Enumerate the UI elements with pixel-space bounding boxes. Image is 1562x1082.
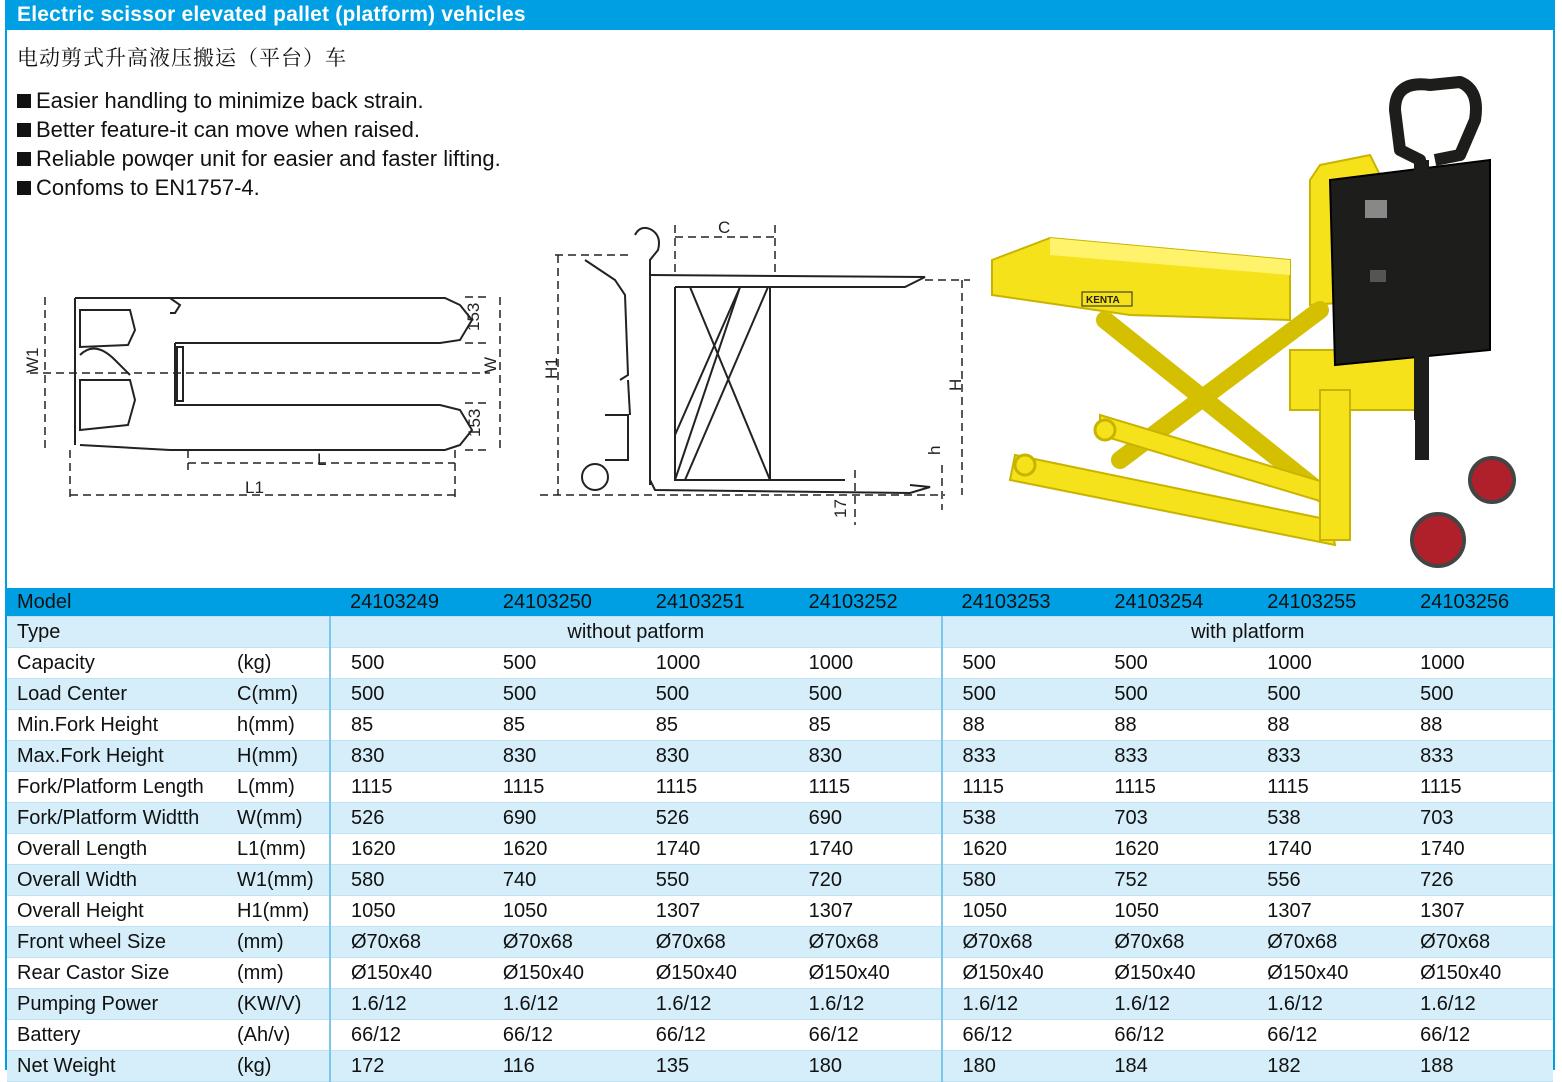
table-row xyxy=(7,617,1553,648)
row-unit: L(mm) xyxy=(237,772,330,803)
table-cell: 188 xyxy=(1400,1051,1553,1082)
table-row xyxy=(7,710,1553,741)
table-cell: 1.6/12 xyxy=(1400,989,1553,1020)
table-cell: 720 xyxy=(789,865,942,896)
table-cell: 184 xyxy=(1094,1051,1247,1082)
table-cell: 830 xyxy=(789,741,942,772)
table-row xyxy=(7,1020,1553,1051)
table-cell: 1307 xyxy=(789,896,942,927)
table-cell: 1.6/12 xyxy=(1094,989,1247,1020)
table-cell: Ø150x40 xyxy=(636,958,789,989)
header-bar xyxy=(5,0,1555,30)
table-cell: 703 xyxy=(1094,803,1247,834)
feature-list xyxy=(17,86,501,202)
table-cell: 1115 xyxy=(942,772,1095,803)
row-label: Overall Length xyxy=(7,834,237,865)
table-cell: 1115 xyxy=(1400,772,1553,803)
table-cell: 538 xyxy=(1247,803,1400,834)
row-unit: (Ah/v) xyxy=(237,1020,330,1051)
table-cell: 1620 xyxy=(942,834,1095,865)
table-cell: 88 xyxy=(1094,710,1247,741)
product-illustration xyxy=(990,60,1550,575)
feature-item: Easier handling to minimize back strain. xyxy=(17,86,501,115)
row-label: Max.Fork Height xyxy=(7,741,237,772)
table-cell: 1.6/12 xyxy=(1247,989,1400,1020)
table-cell: 1620 xyxy=(330,834,483,865)
table-row xyxy=(7,803,1553,834)
table-cell: 500 xyxy=(1400,679,1553,710)
row-unit: H(mm) xyxy=(237,741,330,772)
row-unit: h(mm) xyxy=(237,710,330,741)
table-cell: 526 xyxy=(330,803,483,834)
row-label: Capacity xyxy=(7,648,237,679)
table-cell: 135 xyxy=(636,1051,789,1082)
table-cell: 66/12 xyxy=(1247,1020,1400,1051)
table-cell: Ø150x40 xyxy=(942,958,1095,989)
table-row xyxy=(7,958,1553,989)
table-cell: 830 xyxy=(483,741,636,772)
row-unit: (KW/V) xyxy=(237,989,330,1020)
row-unit: C(mm) xyxy=(237,679,330,710)
table-cell: 1740 xyxy=(789,834,942,865)
table-cell: 500 xyxy=(1247,679,1400,710)
table-cell: 66/12 xyxy=(636,1020,789,1051)
table-cell: 85 xyxy=(789,710,942,741)
table-row xyxy=(7,927,1553,958)
label-153-top: 153 xyxy=(464,302,483,331)
table-cell: 1050 xyxy=(1094,896,1247,927)
table-cell: Ø70x68 xyxy=(942,927,1095,958)
table-cell: 66/12 xyxy=(483,1020,636,1051)
table-cell: 500 xyxy=(942,679,1095,710)
table-cell: 833 xyxy=(1247,741,1400,772)
table-cell: 1000 xyxy=(789,648,942,679)
table-cell: Ø70x68 xyxy=(1094,927,1247,958)
square-bullet-icon xyxy=(17,181,31,195)
table-row xyxy=(7,679,1553,710)
square-bullet-icon xyxy=(17,94,31,108)
table-cell: 88 xyxy=(942,710,1095,741)
table-cell: 66/12 xyxy=(942,1020,1095,1051)
table-cell: 1000 xyxy=(1400,648,1553,679)
table-cell: 172 xyxy=(330,1051,483,1082)
table-cell: 1.6/12 xyxy=(636,989,789,1020)
table-cell: 88 xyxy=(1400,710,1553,741)
row-label: Rear Castor Size xyxy=(7,958,237,989)
table-cell: 1050 xyxy=(483,896,636,927)
row-label: Overall Width xyxy=(7,865,237,896)
table-cell: Ø70x68 xyxy=(636,927,789,958)
table-cell: Ø70x68 xyxy=(1400,927,1553,958)
table-cell: 550 xyxy=(636,865,789,896)
row-label: Pumping Power xyxy=(7,989,237,1020)
table-cell: 500 xyxy=(636,679,789,710)
table-cell: Ø150x40 xyxy=(330,958,483,989)
table-cell: 1115 xyxy=(789,772,942,803)
row-unit: (mm) xyxy=(237,927,330,958)
table-cell: 1050 xyxy=(330,896,483,927)
row-label: Front wheel Size xyxy=(7,927,237,958)
table-cell: 1740 xyxy=(1400,834,1553,865)
table-cell: 1115 xyxy=(636,772,789,803)
feature-item: Reliable powqer unit for easier and faster lifting. xyxy=(17,144,501,173)
table-cell: Ø150x40 xyxy=(789,958,942,989)
label-l1: L1 xyxy=(245,478,264,497)
table-cell: 500 xyxy=(483,679,636,710)
table-cell: 1050 xyxy=(942,896,1095,927)
row-label: Type xyxy=(7,617,237,648)
table-row xyxy=(7,896,1553,927)
table-cell: 116 xyxy=(483,1051,636,1082)
brand-logo: KENTA xyxy=(1086,295,1120,306)
table-cell: 500 xyxy=(942,648,1095,679)
table-cell: 526 xyxy=(636,803,789,834)
table-cell: 726 xyxy=(1400,865,1553,896)
table-cell: 1.6/12 xyxy=(330,989,483,1020)
table-cell: 500 xyxy=(1094,679,1247,710)
label-c: C xyxy=(718,218,731,237)
table-cell: Ø150x40 xyxy=(1247,958,1400,989)
table-cell: 830 xyxy=(330,741,483,772)
table-cell: Ø70x68 xyxy=(483,927,636,958)
table-row xyxy=(7,648,1553,679)
table-cell: 1.6/12 xyxy=(483,989,636,1020)
table-cell: 66/12 xyxy=(789,1020,942,1051)
table-cell: 752 xyxy=(1094,865,1247,896)
label-153-bottom: 153 xyxy=(465,408,484,437)
label-h-small: h xyxy=(925,445,944,455)
row-label: Fork/Platform Length xyxy=(7,772,237,803)
table-row xyxy=(7,865,1553,896)
table-cell: 1.6/12 xyxy=(789,989,942,1020)
label-w1: W1 xyxy=(23,347,42,373)
table-cell: 703 xyxy=(1400,803,1553,834)
feature-item: Better feature-it can move when raised. xyxy=(17,115,501,144)
table-cell: 500 xyxy=(483,648,636,679)
table-cell: 1115 xyxy=(1094,772,1247,803)
table-row: Model 24103249 24103250 24103251 24103252 24103253 24103254 24103255 24103256 xyxy=(7,588,1553,617)
table-cell: 1307 xyxy=(636,896,789,927)
table-cell: 182 xyxy=(1247,1051,1400,1082)
table-row xyxy=(7,1051,1553,1082)
table-row xyxy=(7,741,1553,772)
table-cell: 500 xyxy=(789,679,942,710)
table-cell: 1115 xyxy=(483,772,636,803)
table-cell: 833 xyxy=(942,741,1095,772)
table-row xyxy=(7,989,1553,1020)
row-unit: W1(mm) xyxy=(237,865,330,896)
row-label: Min.Fork Height xyxy=(7,710,237,741)
label-17: 17 xyxy=(831,499,850,518)
table-cell: 1115 xyxy=(1247,772,1400,803)
table-cell: 740 xyxy=(483,865,636,896)
row-unit: (kg) xyxy=(237,648,330,679)
table-cell: 1740 xyxy=(1247,834,1400,865)
top-view-drawing xyxy=(20,285,510,515)
label-l: L xyxy=(317,450,327,469)
table-cell: 690 xyxy=(483,803,636,834)
table-cell: 85 xyxy=(636,710,789,741)
label-h: H xyxy=(946,378,965,391)
table-cell: 690 xyxy=(789,803,942,834)
table-cell: 1307 xyxy=(1247,896,1400,927)
table-cell: 833 xyxy=(1400,741,1553,772)
row-label: Battery xyxy=(7,1020,237,1051)
table-cell: 85 xyxy=(483,710,636,741)
table-row xyxy=(7,834,1553,865)
type-group: without patform xyxy=(330,617,942,648)
feature-item: Confoms to EN1757-4. xyxy=(17,173,501,202)
row-label: Fork/Platform Widtth xyxy=(7,803,237,834)
table-cell: 1000 xyxy=(1247,648,1400,679)
table-cell: 66/12 xyxy=(330,1020,483,1051)
row-unit: (mm) xyxy=(237,958,330,989)
table-cell: 1620 xyxy=(1094,834,1247,865)
table-cell: 500 xyxy=(330,648,483,679)
table-cell: Ø70x68 xyxy=(1247,927,1400,958)
row-label: Net Weight xyxy=(7,1051,237,1082)
table-cell: 88 xyxy=(1247,710,1400,741)
table-cell: 1620 xyxy=(483,834,636,865)
chinese-subtitle: 电动剪式升高液压搬运（平台）车 xyxy=(17,47,347,70)
label-w: W xyxy=(481,356,500,373)
table-cell: Ø150x40 xyxy=(1094,958,1247,989)
page-title: Electric scissor elevated pallet (platform) vehicles xyxy=(17,3,526,26)
table-cell: Ø70x68 xyxy=(789,927,942,958)
label-h1: H1 xyxy=(542,357,561,379)
battery-box xyxy=(1330,160,1490,365)
table-cell: 556 xyxy=(1247,865,1400,896)
table-cell: 85 xyxy=(330,710,483,741)
table-cell: 833 xyxy=(1094,741,1247,772)
row-unit: W(mm) xyxy=(237,803,330,834)
table-cell: 1740 xyxy=(636,834,789,865)
table-cell: Ø70x68 xyxy=(330,927,483,958)
row-unit: L1(mm) xyxy=(237,834,330,865)
table-cell: 66/12 xyxy=(1400,1020,1553,1051)
square-bullet-icon xyxy=(17,152,31,166)
table-cell: 500 xyxy=(330,679,483,710)
table-cell: 500 xyxy=(1094,648,1247,679)
wheel xyxy=(1412,514,1464,566)
table-cell: 580 xyxy=(942,865,1095,896)
side-view-drawing xyxy=(530,215,970,535)
table-cell: 180 xyxy=(942,1051,1095,1082)
table-cell: 66/12 xyxy=(1094,1020,1247,1051)
table-cell: 1000 xyxy=(636,648,789,679)
wheel xyxy=(1470,458,1514,502)
table-cell: 580 xyxy=(330,865,483,896)
type-group: with platform xyxy=(942,617,1554,648)
table-cell: 1.6/12 xyxy=(942,989,1095,1020)
row-unit: (kg) xyxy=(237,1051,330,1082)
row-label: Load Center xyxy=(7,679,237,710)
square-bullet-icon xyxy=(17,123,31,137)
table-cell: Ø150x40 xyxy=(483,958,636,989)
table-cell: 1115 xyxy=(330,772,483,803)
table-cell: 830 xyxy=(636,741,789,772)
table-cell: 180 xyxy=(789,1051,942,1082)
row-label: Model xyxy=(7,588,237,617)
table-cell: 538 xyxy=(942,803,1095,834)
table-cell: Ø150x40 xyxy=(1400,958,1553,989)
row-label: Overall Height xyxy=(7,896,237,927)
table-cell: 1307 xyxy=(1400,896,1553,927)
row-unit: H1(mm) xyxy=(237,896,330,927)
spec-table xyxy=(7,588,1553,1082)
table-row xyxy=(7,772,1553,803)
